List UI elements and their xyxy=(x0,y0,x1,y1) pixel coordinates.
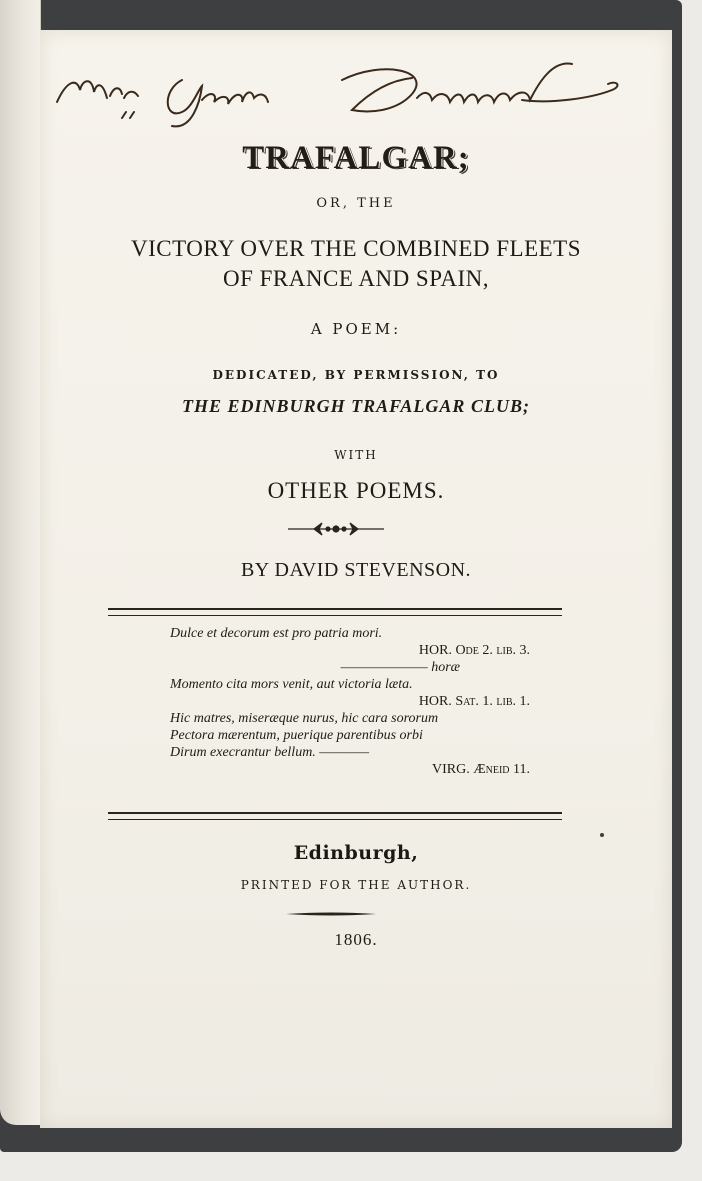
imprint-place: Edinburgh, xyxy=(293,842,419,864)
epigraph-citation: HOR. Ode 2. lib. 3. xyxy=(418,643,530,658)
author-line: BY DAVID STEVENSON. xyxy=(240,559,472,581)
dedication-line: DEDICATED, BY PERMISSION, TO xyxy=(212,368,500,382)
subtitle-line-2: OF FRANCE AND SPAIN, xyxy=(222,266,490,291)
with-label: WITH xyxy=(334,448,378,462)
epigraph-line: Momento cita mors venit, aut victoria læta. xyxy=(170,677,413,692)
subtitle xyxy=(40,234,672,294)
epigraph-line: ——————— horæ xyxy=(340,660,460,675)
dedicatee: THE EDINBURGH TRAFALGAR CLUB; xyxy=(182,396,530,416)
epigraph-line: Pectora mærentum, puerique parentibus orbi xyxy=(170,728,423,743)
handwritten-inscription xyxy=(52,50,632,130)
double-rule-bottom xyxy=(108,812,562,820)
imprint-year: 1806. xyxy=(334,930,378,949)
epigraph-line: Dulce et decorum est pro patria mori. xyxy=(170,626,383,641)
other-poems: OTHER POEMS. xyxy=(267,478,445,503)
epigraph-line: Dirum execrantur bellum. ———— xyxy=(170,745,370,760)
epigraph-citation: HOR. Sat. 1. lib. 1. xyxy=(418,694,530,709)
imprint-printer: PRINTED FOR THE AUTHOR. xyxy=(240,878,472,892)
book-title: TRAFALGAR; xyxy=(242,140,470,176)
subtitle-line-1: VICTORY OVER THE COMBINED FLEETS xyxy=(130,236,582,261)
printer-ornament xyxy=(286,520,386,538)
page-mark xyxy=(600,833,604,837)
epigraph-line: Hic matres, miseræque nurus, hic cara sororum xyxy=(170,711,439,726)
double-rule-top xyxy=(108,608,562,616)
epigraph-citation: VIRG. Æneid 11. xyxy=(431,762,530,777)
subtitle-connector: OR, THE xyxy=(316,196,396,211)
epigraphs xyxy=(170,625,550,778)
genre-label: A POEM: xyxy=(310,320,402,338)
small-rule xyxy=(286,912,376,916)
page-edge xyxy=(0,0,41,1125)
